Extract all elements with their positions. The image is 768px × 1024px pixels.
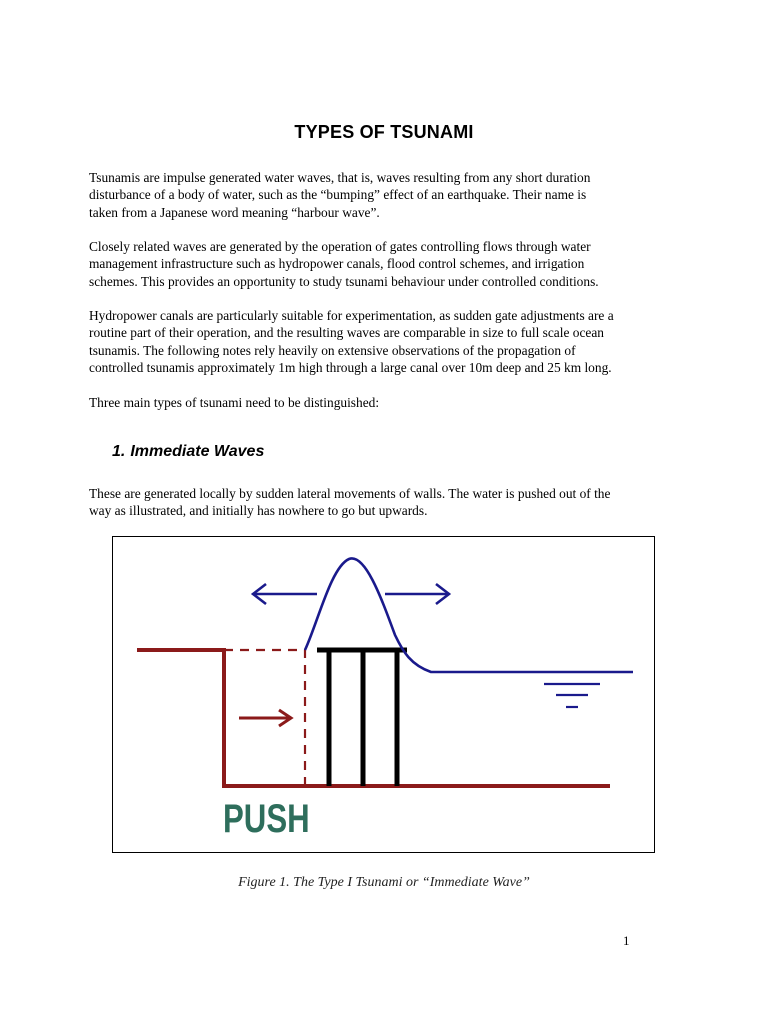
tsunami-diagram <box>113 537 656 854</box>
gates-paragraph <box>89 238 689 290</box>
text-line: Hydropower canals are particularly suitable for experimentation, as sudden gate adjustments are a <box>89 308 614 323</box>
text-line: schemes. This provides an opportunity to study tsunami behaviour under controlled conditions. <box>89 273 599 289</box>
text-line: controlled tsunamis approximately 1m high through a large canal over 10m deep and 25 km long. <box>89 359 612 375</box>
section-number: 1. <box>112 443 126 460</box>
water-surface <box>305 558 633 672</box>
types-intro-paragraph <box>89 394 689 411</box>
section-paragraph <box>89 485 689 520</box>
text-line: tsunamis. The following notes rely heavily on extensive observations of the propagation of <box>89 342 576 358</box>
text-line: These are generated locally by sudden lateral movements of walls. The water is pushed out of the <box>89 486 611 501</box>
text-line: routine part of their operation, and the resulting waves are comparable in size to full scale ocean <box>89 325 604 341</box>
text-line: Tsunamis are impulse generated water waves, that is, waves resulting from any short duration <box>89 170 591 185</box>
page-number: 1 <box>623 933 630 948</box>
intro-paragraph <box>89 169 689 221</box>
figure-frame <box>112 536 655 853</box>
hydropower-paragraph <box>89 307 689 376</box>
text-line: disturbance of a body of water, such as the “bumping” effect of an earthquake. Their name is <box>89 187 587 203</box>
push-arrow-icon <box>239 710 291 726</box>
gate-structure <box>317 650 407 786</box>
text-line: Closely related waves are generated by the operation of gates controlling flows through water <box>89 239 591 254</box>
right-arrow-icon <box>385 584 449 604</box>
section-title: Immediate Waves <box>130 443 265 460</box>
text-line: Three main types of tsunami need to be distinguished: <box>89 395 380 410</box>
canal-wall <box>137 650 610 786</box>
text-line: management infrastructure such as hydropower canals, flood control schemes, and irrigation <box>89 256 585 272</box>
push-label: PUSH <box>223 796 310 841</box>
section-heading <box>112 443 264 461</box>
text-line: taken from a Japanese word meaning “harbour wave”. <box>89 204 380 220</box>
text-line: way as illustrated, and initially has nowhere to go but upwards. <box>89 503 428 519</box>
figure-caption: Figure 1. The Type I Tsunami or “Immediate Wave” <box>238 875 530 890</box>
water-level-icon <box>544 684 600 707</box>
left-arrow-icon <box>253 584 317 604</box>
page-title: TYPES OF TSUNAMI <box>294 122 474 142</box>
